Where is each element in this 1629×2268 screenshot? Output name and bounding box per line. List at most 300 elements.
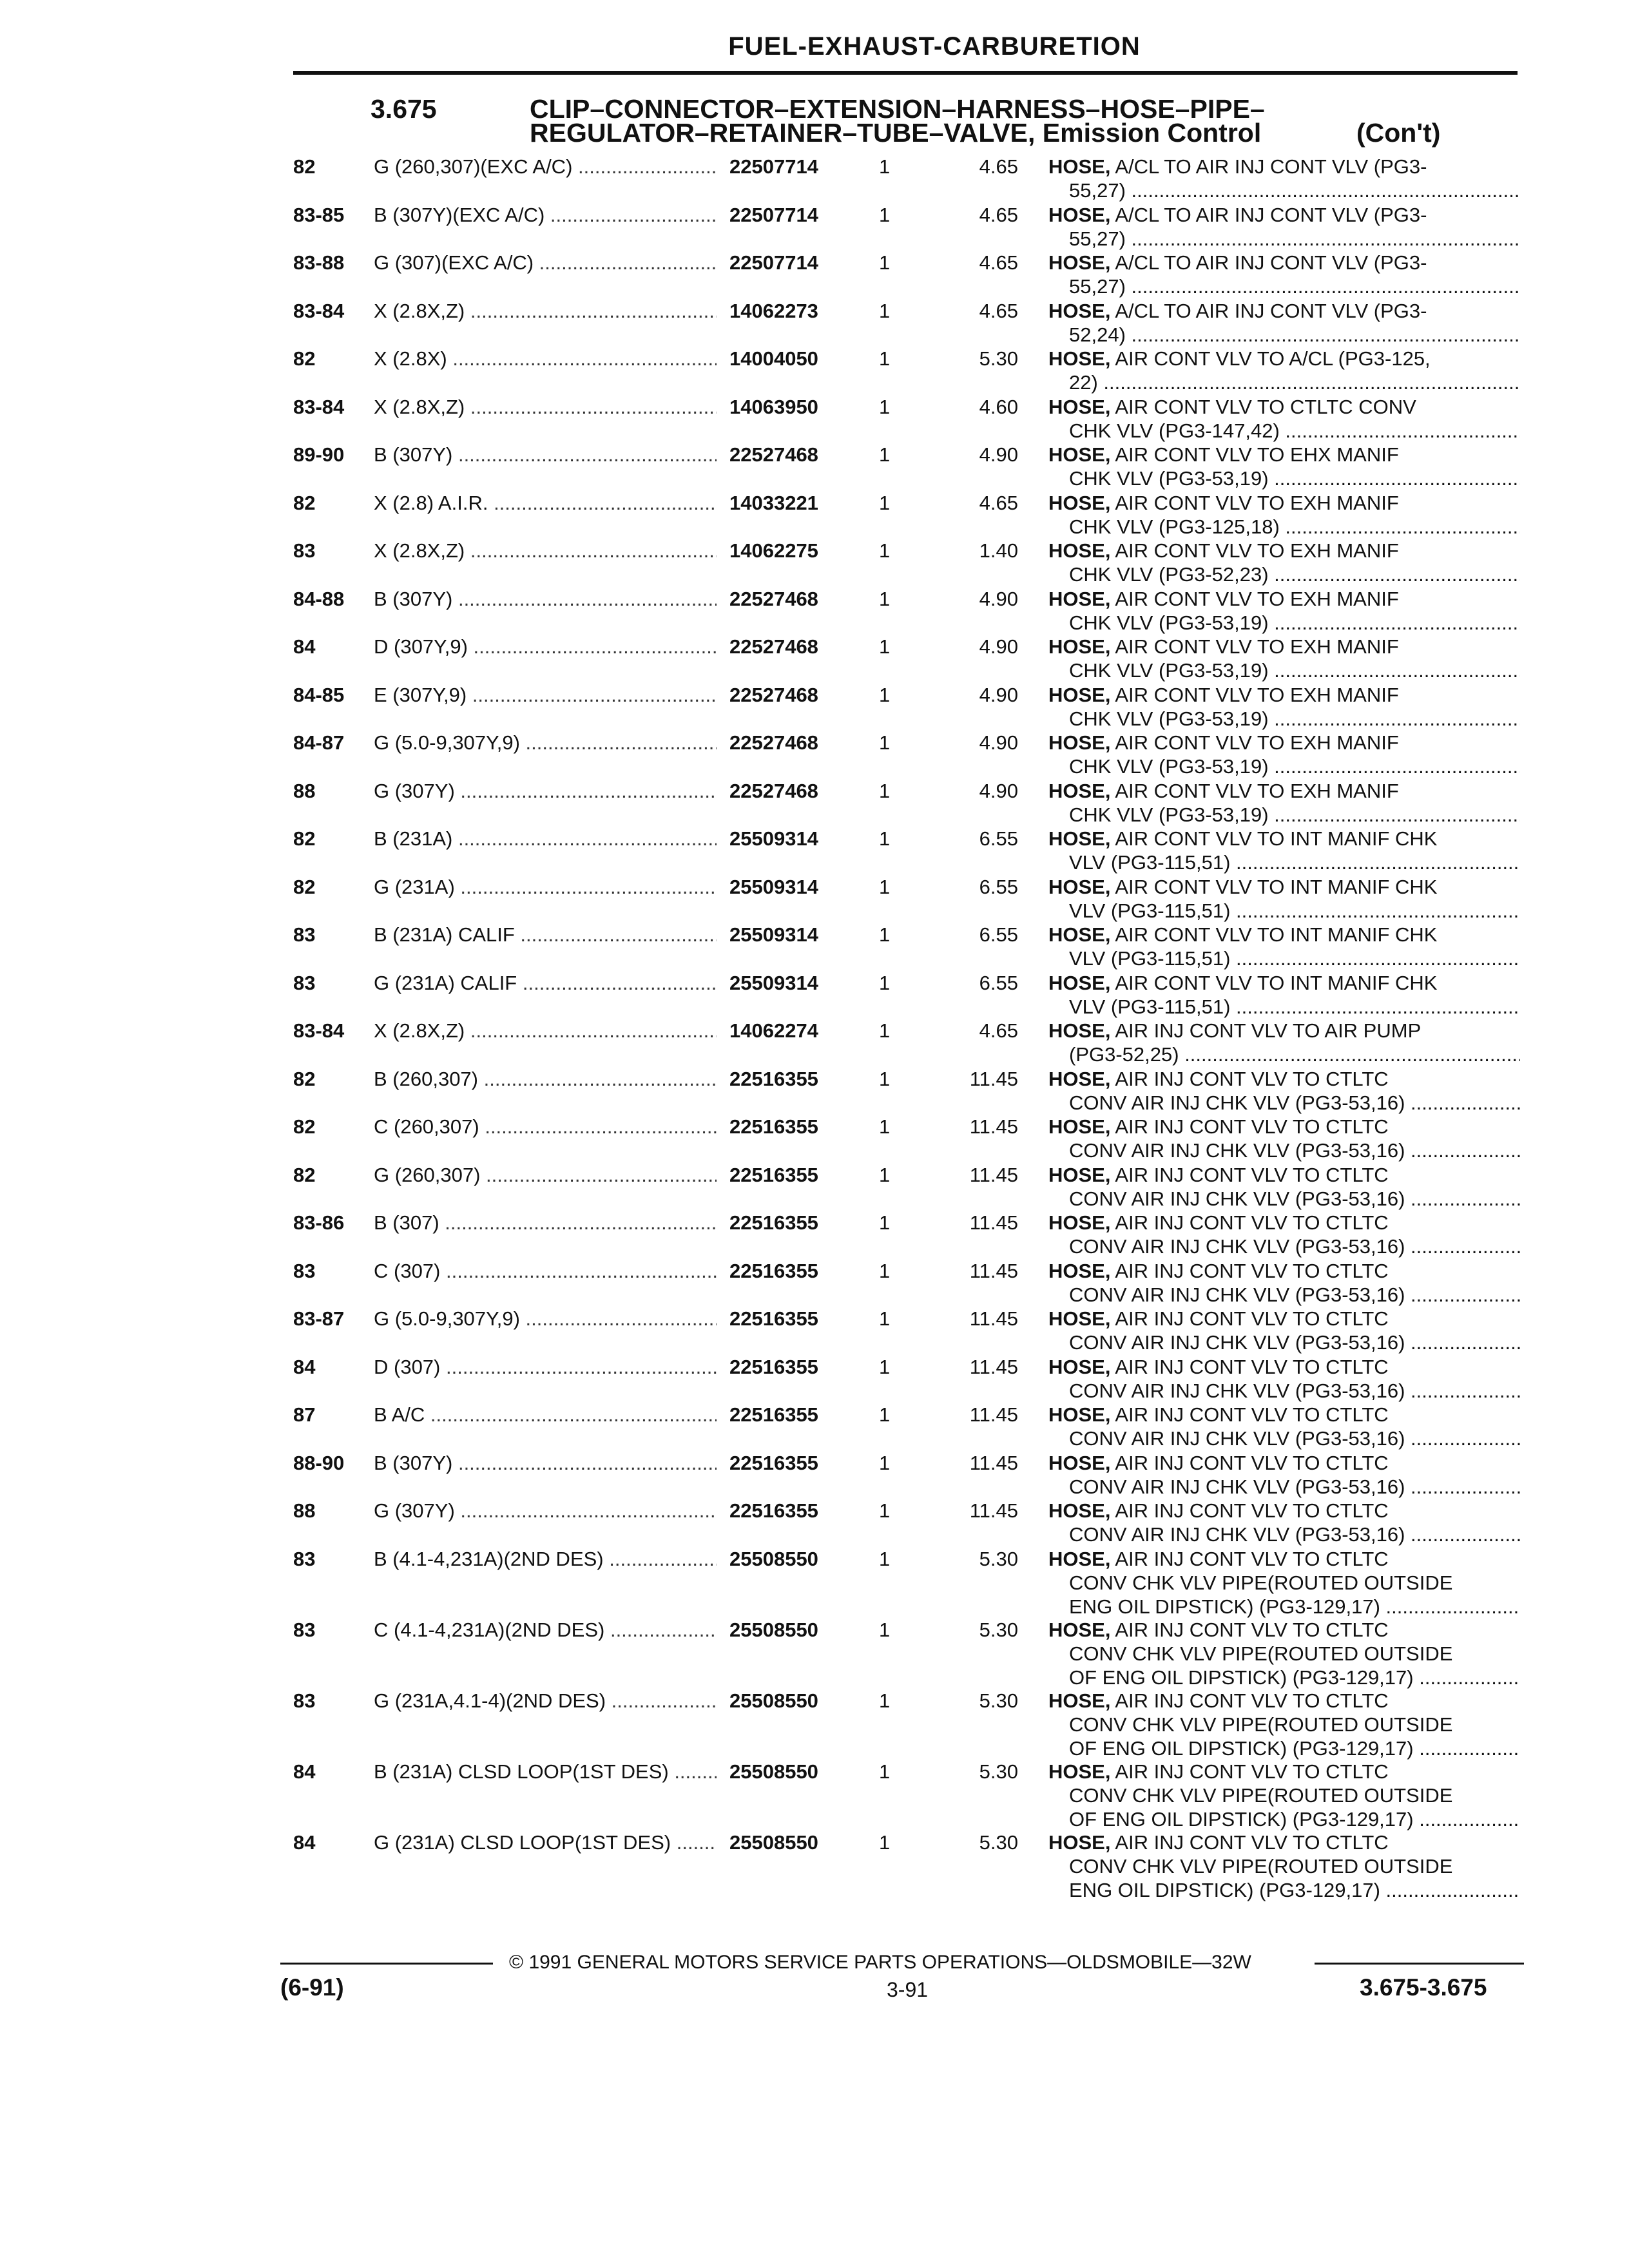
row-description-line: CONV CHK VLV PIPE(ROUTED OUTSIDE <box>1069 1854 1453 1878</box>
footer-page-number: 3-91 <box>887 1978 929 2001</box>
footer-rule-right <box>1315 1963 1524 1965</box>
row-price: 6.55 <box>979 827 1018 850</box>
row-description-line: AIR CONT VLV TO EXH MANIF <box>1115 779 1399 802</box>
row-part-number: 25509314 <box>729 971 818 994</box>
row-price: 5.30 <box>979 1547 1018 1570</box>
row-quantity: 1 <box>879 1211 891 1234</box>
row-description-line: 55,27) ..... <box>1048 178 1520 202</box>
row-description <box>1048 1831 1519 1902</box>
row-description <box>1048 1451 1519 1499</box>
row-description-line: ENG OIL DIPSTICK) (PG3-129,17) ..... <box>1048 1595 1520 1619</box>
row-quantity: 1 <box>879 1760 891 1783</box>
row-description <box>1048 1115 1519 1162</box>
row-description-line: AIR INJ CONT VLV TO CTLTC <box>1115 1547 1389 1570</box>
row-model: C (307) ..... <box>374 1259 717 1283</box>
row-part-number: 22516355 <box>729 1499 818 1522</box>
row-description-line: VLV (PG3-115,51) ..... <box>1048 850 1520 874</box>
row-description-keyword: HOSE, <box>1048 347 1111 370</box>
row-description <box>1048 347 1519 394</box>
row-quantity: 1 <box>879 923 891 946</box>
row-part-number: 14062273 <box>729 299 818 322</box>
row-year: 83 <box>293 923 316 946</box>
row-description <box>1048 1307 1519 1354</box>
row-description <box>1048 1259 1519 1307</box>
row-description-line: AIR CONT VLV TO INT MANIF CHK <box>1115 971 1438 994</box>
row-description-keyword: HOSE, <box>1048 1618 1111 1641</box>
row-description-keyword: HOSE, <box>1048 1547 1111 1570</box>
row-description-line: CHK VLV (PG3-147,42) ..... <box>1048 419 1520 443</box>
row-description <box>1048 539 1519 586</box>
row-year: 82 <box>293 1115 316 1138</box>
row-description-keyword: HOSE, <box>1048 1163 1111 1186</box>
row-description-keyword: HOSE, <box>1048 443 1111 466</box>
row-model: B (231A) CLSD LOOP(1ST DES) ..... <box>374 1760 717 1783</box>
row-model: B (231A) CALIF ..... <box>374 923 717 947</box>
row-description-line: AIR INJ CONT VLV TO CTLTC <box>1115 1451 1389 1474</box>
row-description-line: AIR INJ CONT VLV TO CTLTC <box>1115 1259 1389 1282</box>
row-model: G (260,307)(EXC A/C) ..... <box>374 155 717 178</box>
row-description-keyword: HOSE, <box>1048 1115 1111 1138</box>
row-description <box>1048 1547 1519 1619</box>
row-description-line: AIR CONT VLV TO INT MANIF CHK <box>1115 827 1438 850</box>
row-quantity: 1 <box>879 635 891 658</box>
row-price: 6.55 <box>979 971 1018 994</box>
row-description-line: AIR INJ CONT VLV TO AIR PUMP <box>1115 1019 1422 1042</box>
row-quantity: 1 <box>879 1115 891 1138</box>
row-description-keyword: HOSE, <box>1048 539 1111 562</box>
row-price: 11.45 <box>969 1499 1018 1522</box>
row-model: G (231A,4.1-4)(2ND DES) ..... <box>374 1689 717 1713</box>
row-description <box>1048 875 1519 923</box>
row-description-line: CONV AIR INJ CHK VLV (PG3-53,16) ..... <box>1048 1235 1520 1258</box>
row-part-number: 22507714 <box>729 203 818 226</box>
row-model: X (2.8X,Z) ..... <box>374 299 717 323</box>
row-description-line: OF ENG OIL DIPSTICK) (PG3-129,17) ..... <box>1048 1666 1520 1689</box>
row-description-line: 52,24) ..... <box>1048 323 1520 347</box>
row-quantity: 1 <box>879 1689 891 1712</box>
row-description-line: AIR CONT VLV TO CTLTC CONV <box>1115 395 1416 418</box>
row-description <box>1048 635 1519 682</box>
row-part-number: 22527468 <box>729 683 818 706</box>
row-quantity: 1 <box>879 443 891 466</box>
row-part-number: 25509314 <box>729 875 818 898</box>
row-description <box>1048 1067 1519 1115</box>
row-description-line: AIR CONT VLV TO EXH MANIF <box>1115 683 1399 706</box>
row-part-number: 22507714 <box>729 251 818 274</box>
row-description-line: AIR INJ CONT VLV TO CTLTC <box>1115 1355 1389 1378</box>
row-year: 83-84 <box>293 299 345 322</box>
row-description <box>1048 251 1519 298</box>
section-title-line2: REGULATOR–RETAINER–TUBE–VALVE, Emission Control <box>530 118 1262 148</box>
row-description-line: AIR CONT VLV TO INT MANIF CHK <box>1115 923 1438 946</box>
row-year: 88 <box>293 1499 316 1522</box>
row-year: 83 <box>293 1618 316 1641</box>
row-model: C (4.1-4,231A)(2ND DES) ..... <box>374 1618 717 1642</box>
row-price: 11.45 <box>969 1259 1018 1282</box>
continued-label: (Con't) <box>1356 118 1441 148</box>
row-description <box>1048 587 1519 635</box>
row-description-line: CONV AIR INJ CHK VLV (PG3-53,16) ..... <box>1048 1283 1520 1307</box>
row-description-keyword: HOSE, <box>1048 1760 1111 1783</box>
row-model: B (260,307) ..... <box>374 1067 717 1091</box>
row-price: 4.65 <box>979 1019 1018 1042</box>
row-part-number: 22527468 <box>729 779 818 802</box>
row-description-keyword: HOSE, <box>1048 1259 1111 1282</box>
row-quantity: 1 <box>879 1831 891 1854</box>
row-part-number: 14033221 <box>729 491 818 514</box>
row-price: 4.90 <box>979 587 1018 610</box>
row-description-keyword: HOSE, <box>1048 1019 1111 1042</box>
row-price: 11.45 <box>969 1211 1018 1234</box>
row-quantity: 1 <box>879 1307 891 1330</box>
row-description-keyword: HOSE, <box>1048 203 1111 226</box>
row-price: 4.90 <box>979 443 1018 466</box>
row-model: G (260,307) ..... <box>374 1163 717 1187</box>
row-year: 83 <box>293 1689 316 1712</box>
row-description-keyword: HOSE, <box>1048 635 1111 658</box>
row-description-keyword: HOSE, <box>1048 683 1111 706</box>
row-description-line: A/CL TO AIR INJ CONT VLV (PG3- <box>1115 203 1427 226</box>
row-description <box>1048 683 1519 731</box>
row-description-line: AIR CONT VLV TO EXH MANIF <box>1115 635 1399 658</box>
row-year: 84 <box>293 1355 316 1378</box>
row-price: 5.30 <box>979 1618 1018 1641</box>
row-price: 6.55 <box>979 875 1018 898</box>
row-quantity: 1 <box>879 875 891 898</box>
row-price: 4.65 <box>979 203 1018 226</box>
row-quantity: 1 <box>879 203 891 226</box>
row-year: 83-84 <box>293 395 345 418</box>
row-quantity: 1 <box>879 1355 891 1378</box>
row-quantity: 1 <box>879 971 891 994</box>
row-year: 82 <box>293 155 316 178</box>
row-model: G (307Y) ..... <box>374 1499 717 1523</box>
row-description-line: AIR CONT VLV TO EXH MANIF <box>1115 731 1399 754</box>
row-description <box>1048 1355 1519 1403</box>
row-quantity: 1 <box>879 1067 891 1090</box>
row-description-line: A/CL TO AIR INJ CONT VLV (PG3- <box>1115 251 1427 274</box>
row-model: G (307Y) ..... <box>374 779 717 803</box>
row-description-line: AIR INJ CONT VLV TO CTLTC <box>1115 1760 1389 1783</box>
row-price: 4.90 <box>979 731 1018 754</box>
row-description-line: ENG OIL DIPSTICK) (PG3-129,17) ..... <box>1048 1878 1520 1902</box>
row-description <box>1048 203 1519 251</box>
row-description-keyword: HOSE, <box>1048 1307 1111 1330</box>
row-year: 83 <box>293 1259 316 1282</box>
row-price: 5.30 <box>979 1760 1018 1783</box>
row-part-number: 22527468 <box>729 443 818 466</box>
row-description-line: CHK VLV (PG3-53,19) ..... <box>1048 611 1520 635</box>
row-quantity: 1 <box>879 299 891 322</box>
row-description <box>1048 1403 1519 1450</box>
footer-reference: 3.675-3.675 <box>1360 1974 1487 2001</box>
row-description-line: AIR CONT VLV TO A/CL (PG3-125, <box>1115 347 1431 370</box>
row-description-line: CONV AIR INJ CHK VLV (PG3-53,16) ..... <box>1048 1523 1520 1546</box>
row-description-line: 22) ..... <box>1048 370 1520 394</box>
row-description <box>1048 1211 1519 1258</box>
row-description-keyword: HOSE, <box>1048 1355 1111 1378</box>
footer-date: (6-91) <box>280 1974 344 2001</box>
row-model: G (231A) CLSD LOOP(1ST DES) ..... <box>374 1831 717 1854</box>
header-rule <box>293 71 1518 75</box>
row-quantity: 1 <box>879 539 891 562</box>
row-description <box>1048 395 1519 443</box>
row-description <box>1048 1618 1519 1689</box>
footer-copyright: © 1991 GENERAL MOTORS SERVICE PARTS OPERATIONS—OLDSMOBILE—32W <box>509 1952 1251 1973</box>
row-description-line: CHK VLV (PG3-53,19) ..... <box>1048 803 1520 827</box>
row-quantity: 1 <box>879 587 891 610</box>
row-description-keyword: HOSE, <box>1048 1211 1111 1234</box>
row-price: 4.60 <box>979 395 1018 418</box>
row-part-number: 25508550 <box>729 1760 818 1783</box>
row-year: 84-85 <box>293 683 345 706</box>
row-part-number: 25508550 <box>729 1831 818 1854</box>
row-description-keyword: HOSE, <box>1048 971 1111 994</box>
row-description-keyword: HOSE, <box>1048 1499 1111 1522</box>
row-part-number: 22507714 <box>729 155 818 178</box>
row-model: D (307Y,9) ..... <box>374 635 717 658</box>
row-description-line: CONV AIR INJ CHK VLV (PG3-53,16) ..... <box>1048 1091 1520 1115</box>
row-description-line: CONV AIR INJ CHK VLV (PG3-53,16) ..... <box>1048 1331 1520 1354</box>
row-quantity: 1 <box>879 251 891 274</box>
row-year: 83-86 <box>293 1211 345 1234</box>
row-description-line: AIR INJ CONT VLV TO CTLTC <box>1115 1067 1389 1090</box>
row-price: 4.90 <box>979 635 1018 658</box>
row-description-line: CHK VLV (PG3-53,19) ..... <box>1048 707 1520 731</box>
row-description-line: CONV AIR INJ CHK VLV (PG3-53,16) ..... <box>1048 1475 1520 1499</box>
row-part-number: 25509314 <box>729 827 818 850</box>
row-year: 84-88 <box>293 587 345 610</box>
row-description <box>1048 827 1519 874</box>
row-description-line: AIR INJ CONT VLV TO CTLTC <box>1115 1689 1389 1712</box>
row-part-number: 22516355 <box>729 1451 818 1474</box>
row-description-line: CONV CHK VLV PIPE(ROUTED OUTSIDE <box>1069 1642 1453 1665</box>
row-description <box>1048 1499 1519 1546</box>
row-description <box>1048 491 1519 539</box>
row-quantity: 1 <box>879 347 891 370</box>
row-model: G (5.0-9,307Y,9) ..... <box>374 731 717 754</box>
row-description-keyword: HOSE, <box>1048 731 1111 754</box>
row-part-number: 22516355 <box>729 1355 818 1378</box>
row-description-keyword: HOSE, <box>1048 923 1111 946</box>
row-year: 82 <box>293 1067 316 1090</box>
row-description <box>1048 1760 1519 1831</box>
row-price: 4.90 <box>979 683 1018 706</box>
row-description-line: AIR CONT VLV TO EXH MANIF <box>1115 491 1399 514</box>
row-price: 5.30 <box>979 1831 1018 1854</box>
row-part-number: 14004050 <box>729 347 818 370</box>
row-year: 83-88 <box>293 251 345 274</box>
row-description-line: CONV CHK VLV PIPE(ROUTED OUTSIDE <box>1069 1783 1453 1807</box>
row-quantity: 1 <box>879 1499 891 1522</box>
row-description-line: VLV (PG3-115,51) ..... <box>1048 899 1520 923</box>
row-model: X (2.8X,Z) ..... <box>374 395 717 419</box>
row-price: 1.40 <box>979 539 1018 562</box>
row-description-line: AIR INJ CONT VLV TO CTLTC <box>1115 1307 1389 1330</box>
row-model: G (5.0-9,307Y,9) ..... <box>374 1307 717 1331</box>
row-description-line: CONV AIR INJ CHK VLV (PG3-53,16) ..... <box>1048 1427 1520 1450</box>
row-description <box>1048 779 1519 827</box>
row-description-keyword: HOSE, <box>1048 299 1111 322</box>
row-quantity: 1 <box>879 155 891 178</box>
row-year: 83-87 <box>293 1307 345 1330</box>
section-title-line1: CLIP–CONNECTOR–EXTENSION–HARNESS–HOSE–PIPE– <box>530 94 1265 124</box>
row-part-number: 22516355 <box>729 1307 818 1330</box>
row-part-number: 22516355 <box>729 1067 818 1090</box>
row-model: B (307Y) ..... <box>374 587 717 611</box>
row-price: 6.55 <box>979 923 1018 946</box>
row-description-line: AIR INJ CONT VLV TO CTLTC <box>1115 1499 1389 1522</box>
row-description <box>1048 923 1519 970</box>
row-quantity: 1 <box>879 1451 891 1474</box>
row-description <box>1048 155 1519 202</box>
row-part-number: 22516355 <box>729 1115 818 1138</box>
row-description-line: CONV AIR INJ CHK VLV (PG3-53,16) ..... <box>1048 1187 1520 1211</box>
row-year: 82 <box>293 827 316 850</box>
row-part-number: 22516355 <box>729 1211 818 1234</box>
row-description-line: AIR CONT VLV TO EXH MANIF <box>1115 539 1399 562</box>
row-part-number: 25508550 <box>729 1618 818 1641</box>
row-year: 87 <box>293 1403 316 1426</box>
row-price: 4.65 <box>979 491 1018 514</box>
row-year: 82 <box>293 1163 316 1186</box>
row-year: 88 <box>293 779 316 802</box>
row-description-line: AIR INJ CONT VLV TO CTLTC <box>1115 1831 1389 1854</box>
row-price: 11.45 <box>969 1067 1018 1090</box>
row-model: D (307) ..... <box>374 1355 717 1379</box>
row-description-line: VLV (PG3-115,51) ..... <box>1048 995 1520 1019</box>
row-model: G (231A) ..... <box>374 875 717 899</box>
row-model: X (2.8X,Z) ..... <box>374 539 717 562</box>
row-price: 11.45 <box>969 1115 1018 1138</box>
row-model: E (307Y,9) ..... <box>374 683 717 707</box>
row-description-keyword: HOSE, <box>1048 779 1111 802</box>
row-description-keyword: HOSE, <box>1048 1067 1111 1090</box>
row-description <box>1048 443 1519 490</box>
row-model: G (307)(EXC A/C) ..... <box>374 251 717 274</box>
row-year: 88-90 <box>293 1451 345 1474</box>
row-year: 82 <box>293 347 316 370</box>
row-description-line: AIR INJ CONT VLV TO CTLTC <box>1115 1618 1389 1641</box>
row-description-line: CONV AIR INJ CHK VLV (PG3-53,16) ..... <box>1048 1379 1520 1403</box>
row-description-keyword: HOSE, <box>1048 491 1111 514</box>
row-description <box>1048 299 1519 347</box>
row-part-number: 22516355 <box>729 1259 818 1282</box>
row-year: 83 <box>293 971 316 994</box>
row-quantity: 1 <box>879 731 891 754</box>
row-quantity: 1 <box>879 683 891 706</box>
row-description-line: OF ENG OIL DIPSTICK) (PG3-129,17) ..... <box>1048 1807 1520 1831</box>
row-description-line: A/CL TO AIR INJ CONT VLV (PG3- <box>1115 155 1427 178</box>
row-description-line: CHK VLV (PG3-53,19) ..... <box>1048 754 1520 778</box>
row-model: B (4.1-4,231A)(2ND DES) ..... <box>374 1547 717 1571</box>
row-part-number: 25508550 <box>729 1547 818 1570</box>
row-description-line: CHK VLV (PG3-125,18) ..... <box>1048 515 1520 539</box>
row-description-keyword: HOSE, <box>1048 875 1111 898</box>
row-description-line: AIR CONT VLV TO EHX MANIF <box>1115 443 1399 466</box>
row-year: 82 <box>293 491 316 514</box>
row-description-line: (PG3-52,25) ..... <box>1048 1043 1520 1066</box>
row-year: 84-87 <box>293 731 345 754</box>
row-quantity: 1 <box>879 395 891 418</box>
row-model: B (307Y) ..... <box>374 443 717 466</box>
row-description <box>1048 1163 1519 1211</box>
row-description-keyword: HOSE, <box>1048 395 1111 418</box>
row-description-keyword: HOSE, <box>1048 827 1111 850</box>
row-description-keyword: HOSE, <box>1048 1451 1111 1474</box>
row-quantity: 1 <box>879 779 891 802</box>
row-description-line: A/CL TO AIR INJ CONT VLV (PG3- <box>1115 299 1427 322</box>
row-description-keyword: HOSE, <box>1048 1403 1111 1426</box>
row-description-line: CHK VLV (PG3-53,19) ..... <box>1048 466 1520 490</box>
row-description-line: AIR INJ CONT VLV TO CTLTC <box>1115 1115 1389 1138</box>
row-year: 84 <box>293 1831 316 1854</box>
row-price: 4.65 <box>979 155 1018 178</box>
row-year: 82 <box>293 875 316 898</box>
row-quantity: 1 <box>879 1403 891 1426</box>
row-model: B (307) ..... <box>374 1211 717 1235</box>
row-part-number: 22527468 <box>729 635 818 658</box>
row-description-line: CHK VLV (PG3-52,23) ..... <box>1048 562 1520 586</box>
row-model: G (231A) CALIF ..... <box>374 971 717 995</box>
row-description-line: CONV CHK VLV PIPE(ROUTED OUTSIDE <box>1069 1713 1453 1736</box>
row-model: B (307Y) ..... <box>374 1451 717 1475</box>
row-price: 4.90 <box>979 779 1018 802</box>
row-year: 83 <box>293 539 316 562</box>
row-price: 11.45 <box>969 1163 1018 1186</box>
row-description-line: AIR INJ CONT VLV TO CTLTC <box>1115 1211 1389 1234</box>
row-part-number: 14063950 <box>729 395 818 418</box>
row-year: 89-90 <box>293 443 345 466</box>
row-price: 5.30 <box>979 1689 1018 1712</box>
row-description-line: VLV (PG3-115,51) ..... <box>1048 947 1520 970</box>
row-price: 11.45 <box>969 1403 1018 1426</box>
row-description-line: CHK VLV (PG3-53,19) ..... <box>1048 658 1520 682</box>
section-header: FUEL-EXHAUST-CARBURETION <box>728 32 1141 61</box>
row-description <box>1048 1689 1519 1760</box>
row-year: 83 <box>293 1547 316 1570</box>
row-description <box>1048 971 1519 1019</box>
footer-rule-left <box>280 1963 493 1965</box>
row-description-line: 55,27) ..... <box>1048 274 1520 298</box>
row-part-number: 22527468 <box>729 731 818 754</box>
row-model: B (231A) ..... <box>374 827 717 850</box>
row-description-keyword: HOSE, <box>1048 587 1111 610</box>
row-description <box>1048 731 1519 778</box>
row-description-line: AIR INJ CONT VLV TO CTLTC <box>1115 1163 1389 1186</box>
row-model: X (2.8X,Z) ..... <box>374 1019 717 1043</box>
row-year: 84 <box>293 1760 316 1783</box>
row-description-line: AIR CONT VLV TO EXH MANIF <box>1115 587 1399 610</box>
row-quantity: 1 <box>879 491 891 514</box>
row-price: 4.65 <box>979 299 1018 322</box>
row-description-line: AIR INJ CONT VLV TO CTLTC <box>1115 1403 1389 1426</box>
row-quantity: 1 <box>879 1259 891 1282</box>
row-model: X (2.8) A.I.R. ..... <box>374 491 717 515</box>
row-part-number: 14062275 <box>729 539 818 562</box>
row-description-keyword: HOSE, <box>1048 1831 1111 1854</box>
row-part-number: 22527468 <box>729 587 818 610</box>
row-price: 4.65 <box>979 251 1018 274</box>
row-description-line: CONV AIR INJ CHK VLV (PG3-53,16) ..... <box>1048 1139 1520 1162</box>
row-quantity: 1 <box>879 827 891 850</box>
row-description-keyword: HOSE, <box>1048 251 1111 274</box>
row-description-keyword: HOSE, <box>1048 155 1111 178</box>
row-model: C (260,307) ..... <box>374 1115 717 1139</box>
row-model: B A/C ..... <box>374 1403 717 1427</box>
row-description-line: OF ENG OIL DIPSTICK) (PG3-129,17) ..... <box>1048 1736 1520 1760</box>
row-part-number: 25508550 <box>729 1689 818 1712</box>
